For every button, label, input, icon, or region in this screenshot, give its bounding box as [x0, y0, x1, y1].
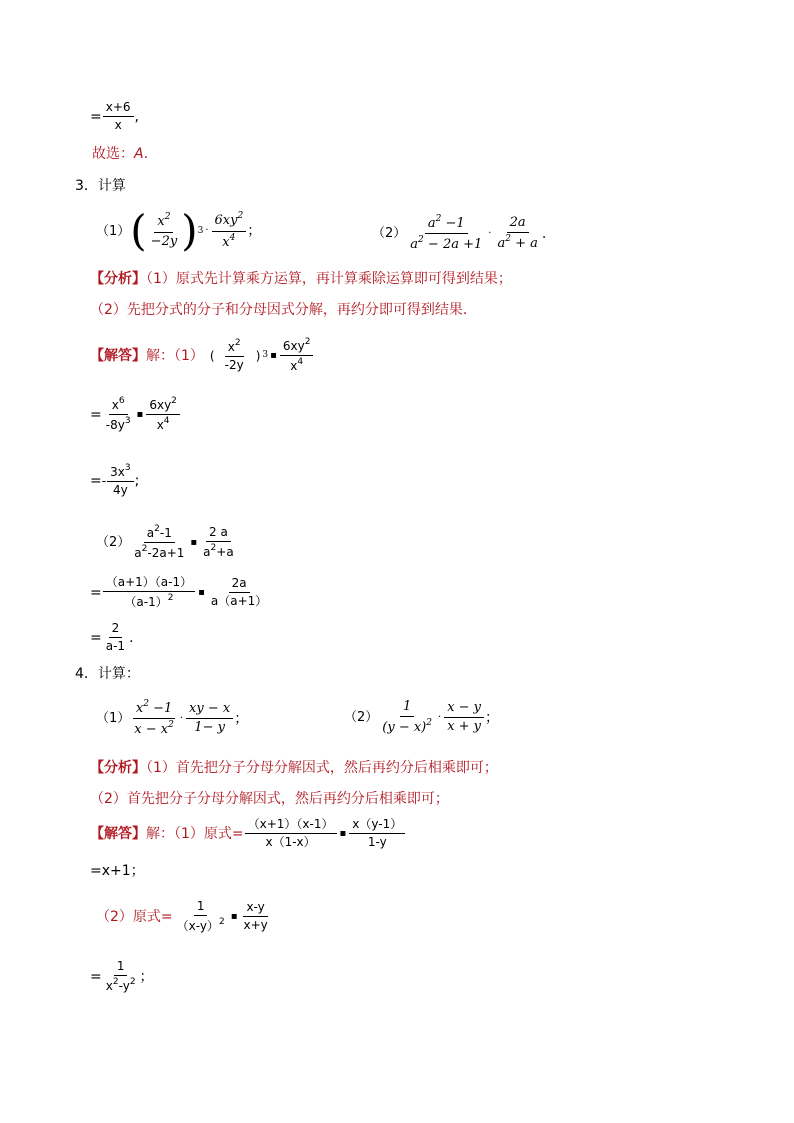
result-tail: ,	[134, 108, 139, 125]
q3-solution-part2-step1: （2） $\frac{a^2-1}{a^2-2a+1}$ ▪ $\frac{2 a}{a^2+a}$	[96, 525, 238, 560]
q4-s1-fraction: $\frac{(x+1)(x-1)}{x(1-x)}$	[245, 818, 337, 849]
q4-analysis-line2: （2）首先把分子分母分解因式，然后再约分后相乘即可；	[90, 791, 449, 807]
choice-line	[92, 147, 148, 161]
q3-s1-fraction: $\frac{x^2}{-2y}$	[224, 338, 244, 373]
q4-solution-part2-step1: （2）原式= $\frac{1}{(x-y)^2}$ ▪ $\frac{x-y}{x+y}$	[96, 900, 272, 933]
q4-t2-fraction: $\frac{1}{x^2-y^2}$	[105, 959, 136, 994]
q3-p2-second-fraction: $\frac{2a}{a^2 + a}$	[497, 215, 538, 252]
q3-p2-first-fraction: $\frac{a^2 -1}{a^2 - 2a +1}$	[410, 214, 483, 253]
q3-s2-second-fraction: $\frac{6xy^2}{x^4}$	[146, 397, 180, 432]
tail: ；	[139, 968, 154, 985]
q3-p1-power: 3	[197, 225, 204, 236]
q4-part2-expression: （2） $\frac{1}{(y - x)^2}$ · $\frac{x - y}{x + y}$ ；	[344, 699, 500, 736]
minus-sign: -	[101, 473, 107, 488]
result-fraction	[103, 101, 134, 132]
q3-solution-part2-step2: = $\frac{(a+1)(a-1)}{(a-1)^2}$ ▪ $\frac{2a}{a(a+1)}$	[90, 576, 271, 609]
part2-intro: （2）原式=	[96, 908, 173, 925]
q3-t1-second-fraction: $\frac{2 a}{a^2+a}$	[203, 525, 234, 560]
q3-p1-second-fraction: $\frac{6xy^2}{x^4}$	[212, 212, 247, 250]
q3-p2-tail: .	[541, 225, 547, 242]
equals-sign: =	[90, 968, 102, 985]
tail: .	[129, 629, 134, 646]
q4-part2-label: （2）	[344, 710, 379, 726]
q4-solution-step2: =x+1；	[90, 863, 145, 879]
q3-analysis-line1	[90, 272, 512, 286]
q3-solution-step1: 【解答】解：（1） ( $\frac{x^2}{-2y}$ ) 3 ▪ $\frac{6xy^2}{x^4}$	[90, 338, 314, 373]
q3-part1-label: （1）	[96, 223, 131, 239]
choice-prefix: 故选：	[92, 146, 134, 162]
result-denominator: x	[114, 118, 122, 133]
q3-solution-part2-step3	[90, 622, 134, 653]
q3-solution-step2: = $\frac{x^6}{-8y^3}$ ▪ $\frac{6xy^2}{x^4}$	[90, 397, 181, 432]
analysis-text: （1）原式先计算乘方运算，再计算乘除运算即可得到结果；	[146, 271, 512, 287]
equals-sign: =	[90, 629, 102, 646]
q3-p1-tail: ；	[247, 223, 262, 239]
tail: ;	[134, 472, 140, 489]
q3-t1-fraction: $\frac{a^2-1}{a^2-2a+1}$	[134, 524, 185, 561]
q3-s2-first-fraction: $\frac{x^6}{-8y^3}$	[105, 396, 131, 433]
q3-analysis-line2: （2）先把分式的分子和分母因式分解，再约分即可得到结果．	[90, 302, 477, 318]
q4-t1-second-fraction: $\frac{x-y}{x+y}$	[243, 900, 268, 933]
q4-p2-second-fraction: $\frac{x - y}{x + y}$	[444, 701, 484, 735]
q4-part1-expression: （1） $\frac{x^2 -1}{x - x^2}$ · $\frac{xy - x}{1- y}$ ；	[96, 699, 249, 738]
part2-label: （2）	[96, 535, 131, 551]
q3-t2-second-fraction: $\frac{2a}{a(a+1)}$	[210, 576, 268, 609]
q4-s1-second-fraction: $\frac{x(y-1)}{1-y}$	[349, 818, 405, 849]
q4-solution-step1: 【解答】解：（1）原式= $\frac{(x+1)(x-1)}{x(1-x)}$ ▪ $\frac{x(y-1)}{1-y}$	[90, 818, 406, 849]
q4-p1-first-fraction: $\frac{x^2 -1}{x - x^2}$	[134, 699, 174, 738]
analysis-tag: 【分析】	[90, 271, 146, 287]
choice-answer: A	[134, 146, 144, 162]
equals-sign: =	[90, 108, 102, 125]
tail: ；	[485, 709, 500, 726]
result-numerator: x+6	[103, 101, 134, 117]
equals-sign: =	[90, 472, 102, 489]
analysis-text: （1）首先把分子分母分解因式，然后再约分后相乘即可；	[146, 760, 498, 776]
q3-part2-label: （2）	[372, 226, 407, 242]
question-3-heading: 3．计算	[75, 178, 126, 194]
q4-analysis-line1	[90, 761, 498, 775]
q3-part1-expression: （1） ( $\frac{x^2}{-2y}$ ) 3 · $\frac{6xy^2}{x^4}$ ；	[96, 206, 262, 255]
equals-sign: =	[90, 584, 102, 601]
solution-intro: 解：（1）	[146, 347, 204, 364]
q4-p1-second-fraction: $\frac{xy - x}{1- y}$	[186, 702, 233, 736]
q3-s1-power: 3	[262, 350, 269, 361]
q4-p2-first-fraction: $\frac{1}{(y - x)^2}$	[382, 699, 432, 736]
analysis-tag: 【分析】	[90, 760, 146, 776]
q3-t3-fraction: $\frac{2}{a-1}$	[105, 621, 126, 654]
q3-part2-expression: （2） $\frac{a^2 -1}{a^2 - 2a +1}$ · $\frac{2a}{a^2 + a}$ .	[372, 214, 547, 253]
q3-solution-step3	[90, 464, 139, 497]
q4-solution-part2-step2	[90, 960, 154, 993]
tail: ；	[234, 710, 249, 727]
equals-sign: =	[90, 406, 102, 423]
result-line	[90, 101, 139, 132]
solution-tag: 【解答】	[90, 825, 146, 842]
solution-intro: 解：（1）原式=	[146, 825, 244, 842]
choice-tail: .	[143, 146, 149, 162]
q4-t1-fraction: $\frac{1}{(x-y)^2}$	[176, 899, 225, 934]
q3-s1-second-fraction: $\frac{6xy^2}{x^4}$	[280, 338, 314, 373]
question-4-heading: 4．计算：	[75, 666, 140, 682]
q3-t2-fraction: $\frac{(a+1)(a-1)}{(a-1)^2}$	[103, 576, 195, 609]
solution-tag: 【解答】	[90, 347, 146, 364]
q3-p1-inner-fraction: $\frac{x^2}{-2y}$	[150, 212, 178, 249]
q4-part1-label: （1）	[96, 711, 131, 727]
q3-s3-fraction: $\frac{3x^3}{4y}$	[107, 464, 133, 497]
